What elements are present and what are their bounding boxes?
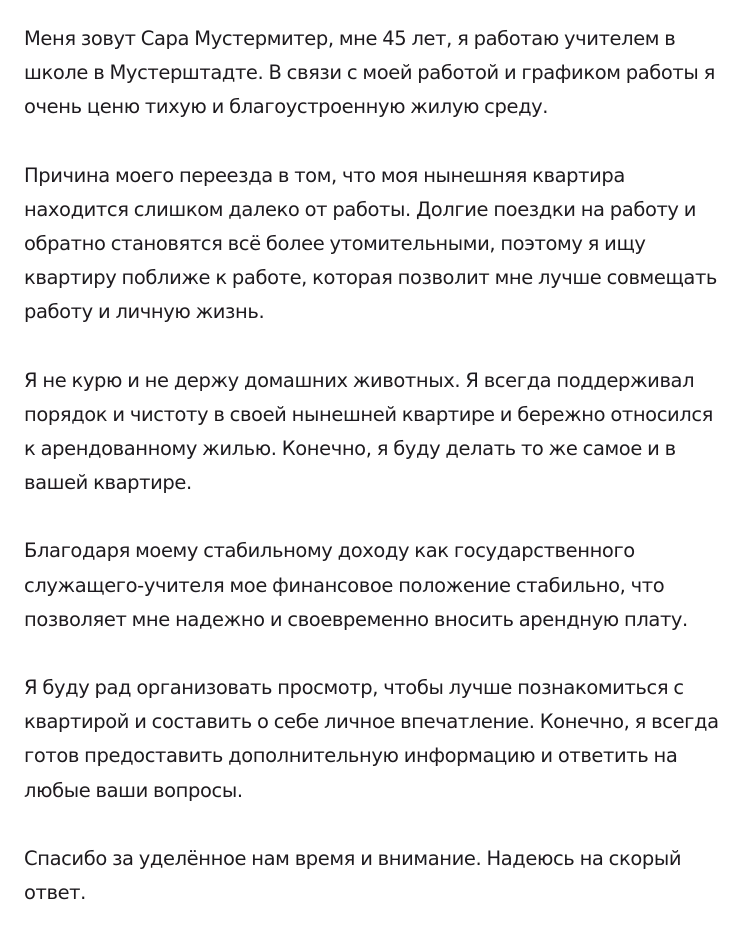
paragraph-financial-situation: Благодаря моему стабильному доходу как государственного служащего-учителя мое финансовое положение стабильно, что позволяет мне надежно и своевременно вносить арендную плату. xyxy=(24,539,688,631)
paragraph-viewing-request: Я буду рад организовать просмотр, чтобы лучше познакомиться с квартирой и составить о себе личное впечатление. Конечно, я всегда готов предоставить дополнительную информацию и ответить на любые ваши вопросы. xyxy=(24,676,719,802)
paragraph-introduction: Меня зовут Сара Мустермитер, мне 45 лет, я работаю учителем в школе в Мустерштадте. В связи с моей работой и графиком работы я очень ценю тихую и благоустроенную жилую среду. xyxy=(24,27,715,119)
paragraph-reason-for-moving: Причина моего переезда в том, что моя нынешняя квартира находится слишком далеко от работы. Долгие поездки на работу и обратно становятся всё более утомительными, поэтому я ищу квартиру поближе к работе, которая позволит мне лучше совмещать работу и личную жизнь. xyxy=(24,163,718,324)
letter-body xyxy=(24,22,724,910)
paragraph-closing: Спасибо за уделённое нам время и внимание. Надеюсь на скорый ответ. xyxy=(24,846,682,905)
paragraph-tenant-habits: Я не курю и не держу домашних животных. Я всегда поддерживал порядок и чистоту в своей нынешней квартире и бережно относился к арендованному жилью. Конечно, я буду делать то же самое и в вашей квартире. xyxy=(24,368,714,495)
